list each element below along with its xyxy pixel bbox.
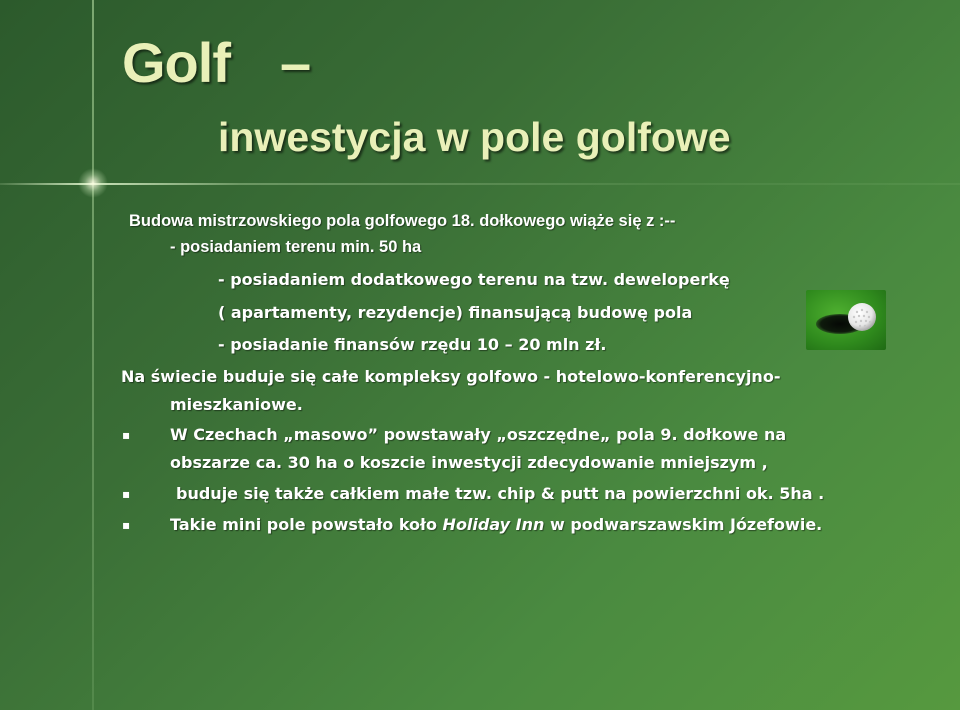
slide-title	[122, 30, 310, 95]
last-line-before: Takie mini pole powstało koło	[170, 515, 443, 534]
text-line-2: - posiadaniem terenu min. 50 ha	[170, 238, 422, 256]
text-line-6: Na świecie buduje się całe kompleksy golfowo - hotelowo-konferencyjno-	[121, 367, 781, 386]
text-line-5: - posiadanie finansów rzędu 10 – 20 mln zł.	[218, 335, 607, 354]
last-line-after: w podwarszawskim Józefowie.	[544, 515, 823, 534]
text-line-10: buduje się także całkiem małe tzw. chip & putt na powierzchni ok. 5ha .	[176, 484, 825, 503]
decorative-vertical-line	[92, 0, 94, 710]
bullet-icon: ▪	[122, 487, 131, 501]
text-line-3: - posiadaniem dodatkowego terenu na tzw. deweloperkę	[218, 270, 730, 289]
bullet-icon: ▪	[122, 428, 131, 442]
decorative-glow	[78, 168, 108, 198]
text-line-11	[170, 515, 822, 534]
last-line-italic: Holiday Inn	[442, 515, 545, 534]
text-line-9: obszarze ca. 30 ha o koszcie inwestycji zdecydowanie mniejszym ,	[170, 453, 768, 472]
text-line-8: W Czechach „masowo” powstawały „oszczędne„ pola 9. dołkowe na	[170, 425, 787, 444]
slide-subtitle: inwestycja w pole golfowe	[218, 114, 731, 160]
title-word: Golf	[122, 31, 230, 94]
text-line-4: ( apartamenty, rezydencje) finansującą budowę pola	[218, 303, 693, 322]
decorative-horizontal-line	[0, 183, 960, 185]
text-line-1: Budowa mistrzowskiego pola golfowego 18. dołkowego wiąże się z :--	[129, 212, 676, 230]
bullet-icon: ▪	[122, 518, 131, 532]
golf-ball-image	[806, 290, 886, 350]
text-line-7: mieszkaniowe.	[170, 395, 303, 414]
title-dash: –	[279, 31, 311, 94]
